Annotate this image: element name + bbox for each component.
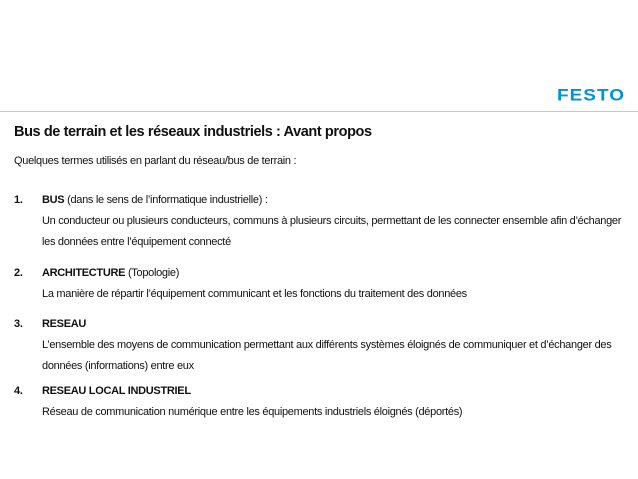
item-heading	[42, 194, 268, 206]
slide-intro: Quelques termes utilisés en parlant du réseau/bus de terrain :	[14, 155, 297, 167]
item-number: 1.	[14, 194, 23, 206]
item-description: L’ensemble des moyens de communication permettant aux différents systèmes éloignés de communiquer et d’échanger des données (informations) entre eux	[42, 339, 612, 372]
item-term: BUS	[42, 194, 65, 206]
item-heading	[42, 385, 191, 397]
item-term: RESEAU LOCAL INDUSTRIEL	[42, 385, 191, 397]
header-divider	[0, 111, 638, 112]
festo-logo: FESTO	[557, 87, 625, 105]
item-description: La manière de répartir l’équipement communicant et les fonctions du traitement des données	[42, 288, 467, 300]
item-description: Un conducteur ou plusieurs conducteurs, communs à plusieurs circuits, permettant de les connecter ensemble afin d’échanger les données entre l’équipement connecté	[42, 215, 622, 248]
item-term: RESEAU	[42, 318, 87, 330]
item-qualifier: (Topologie)	[125, 267, 180, 279]
item-heading	[42, 318, 86, 330]
item-heading	[42, 267, 179, 279]
item-number: 2.	[14, 267, 23, 279]
item-number: 3.	[14, 318, 23, 330]
item-number: 4.	[14, 385, 23, 397]
item-description: Réseau de communication numérique entre les équipements industriels éloignés (déportés)	[42, 406, 463, 418]
slide-title: Bus de terrain et les réseaux industriels : Avant propos	[14, 124, 372, 140]
item-term: ARCHITECTURE	[42, 267, 126, 279]
item-qualifier: (dans le sens de l’informatique industrielle) :	[64, 194, 268, 206]
